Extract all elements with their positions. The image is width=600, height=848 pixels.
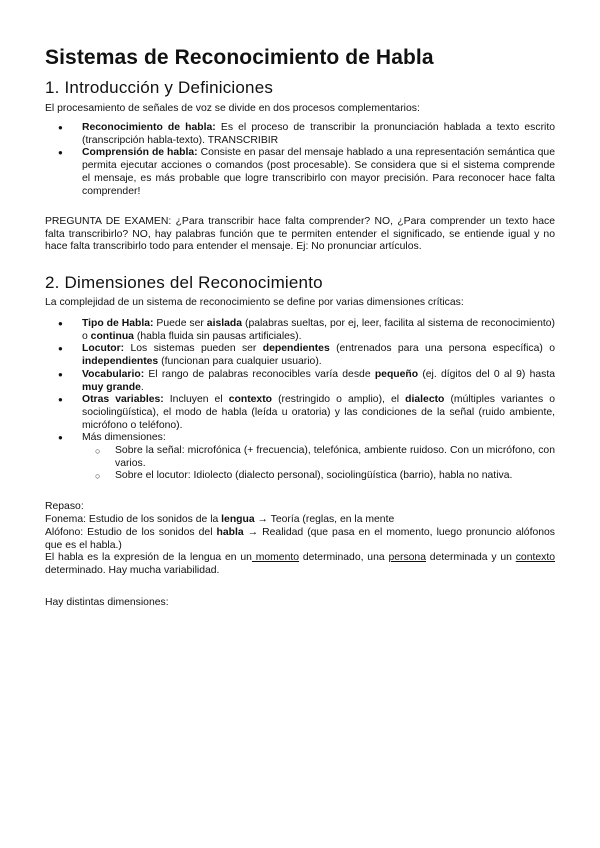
list-item-mas-dimensiones: ● Más dimensiones: ○ Sobre la señal: microfónica (+ frecuencia), telefónica, ambiente ruidoso. Con un micrófono, con varios. ○ Sobre el locutor: Idiolecto (dialecto personal), sociolingüística (barrio), habla no nativa.	[45, 432, 555, 483]
list-item-reconocimiento: ● Reconocimiento de habla: Es el proceso de transcribir la pronunciación hablada a texto escrito (transcripción habla-texto). TRANSCRIBIR	[45, 122, 555, 147]
list-item-comprension: ● Comprensión de habla: Consiste en pasar del mensaje hablado a una representación semántica que permita ejecutar acciones o comandos (post procesable). Se considera que si el sistema comprende el mensaje, es más probable que logre transcribirlo con mayor precisión. Para reconocer hace falta comprender!	[45, 147, 555, 198]
term-reconocimiento: Reconocimiento de habla:	[82, 122, 216, 133]
repaso-label: Repaso:	[45, 501, 84, 512]
document-title: Sistemas de Reconocimiento de Habla	[45, 46, 434, 69]
repaso-alofono: Alófono: Estudio de los sonidos del habla → Realidad (que pasa en el momento, luego pronuncio alófonos que es el habla.)	[45, 527, 555, 551]
sub-list-dimensiones	[82, 445, 555, 483]
section-1-list	[45, 122, 555, 198]
section-2-list	[45, 318, 555, 483]
repaso-fonema: Fonema: Estudio de los sonidos de la lengua → Teoría (reglas, en la mente	[45, 514, 395, 525]
list-item-tipo-habla: ● Tipo de Habla: Puede ser aislada (palabras sueltas, por ej, leer, facilita al sistema de reconocimiento) o continua (habla fluida sin pausas artificiales).	[45, 318, 555, 343]
section-1-heading: 1. Introducción y Definiciones	[45, 78, 274, 97]
term-comprension: Comprensión de habla:	[82, 147, 198, 159]
repaso-habla: El habla es la expresión de la lengua en un momento determinado, una persona determinada y un contexto determinado. Hay mucha variabilidad.	[45, 552, 555, 576]
list-item-otras-variables: ● Otras variables: Incluyen el contexto (restringido o amplio), el dialecto (múltiples variantes o sociolingüística), el modo de habla (leída u oratoria) y las condiciones de la señal (ruido ambiente, micrófono o teléfono).	[45, 394, 555, 432]
section-2-heading: 2. Dimensiones del Reconocimiento	[45, 273, 323, 292]
section-1-intro: El procesamiento de señales de voz se divide en dos procesos complementarios:	[45, 103, 420, 114]
sub-item-senal: ○ Sobre la señal: microfónica (+ frecuencia), telefónica, ambiente ruidoso. Con un micrófono, con varios.	[82, 445, 555, 470]
closing-line: Hay distintas dimensiones:	[45, 597, 169, 608]
section-2-intro: La complejidad de un sistema de reconocimiento se define por varias dimensiones críticas:	[45, 297, 464, 308]
sub-item-locutor: ○ Sobre el locutor: Idiolecto (dialecto personal), sociolingüística (barrio), habla no nativa.	[82, 470, 555, 483]
list-item-vocabulario: ● Vocabulario: El rango de palabras reconocibles varía desde pequeño (ej. dígitos del 0 al 9) hasta muy grande.	[45, 369, 555, 394]
exam-question: PREGUNTA DE EXAMEN: ¿Para transcribir hace falta comprender? NO, ¿Para comprender un texto hace falta transcribirlo? NO, hay palabras función que te permiten entender el significado, se entiende igual y no hace falta transcribirlo todo para entender el mensaje. Ej: No pronunciar artículos.	[45, 216, 555, 253]
list-item-locutor: ● Locutor: Los sistemas pueden ser dependientes (entrenados para una persona específica) o independientes (funcionan para cualquier usuario).	[45, 343, 555, 368]
